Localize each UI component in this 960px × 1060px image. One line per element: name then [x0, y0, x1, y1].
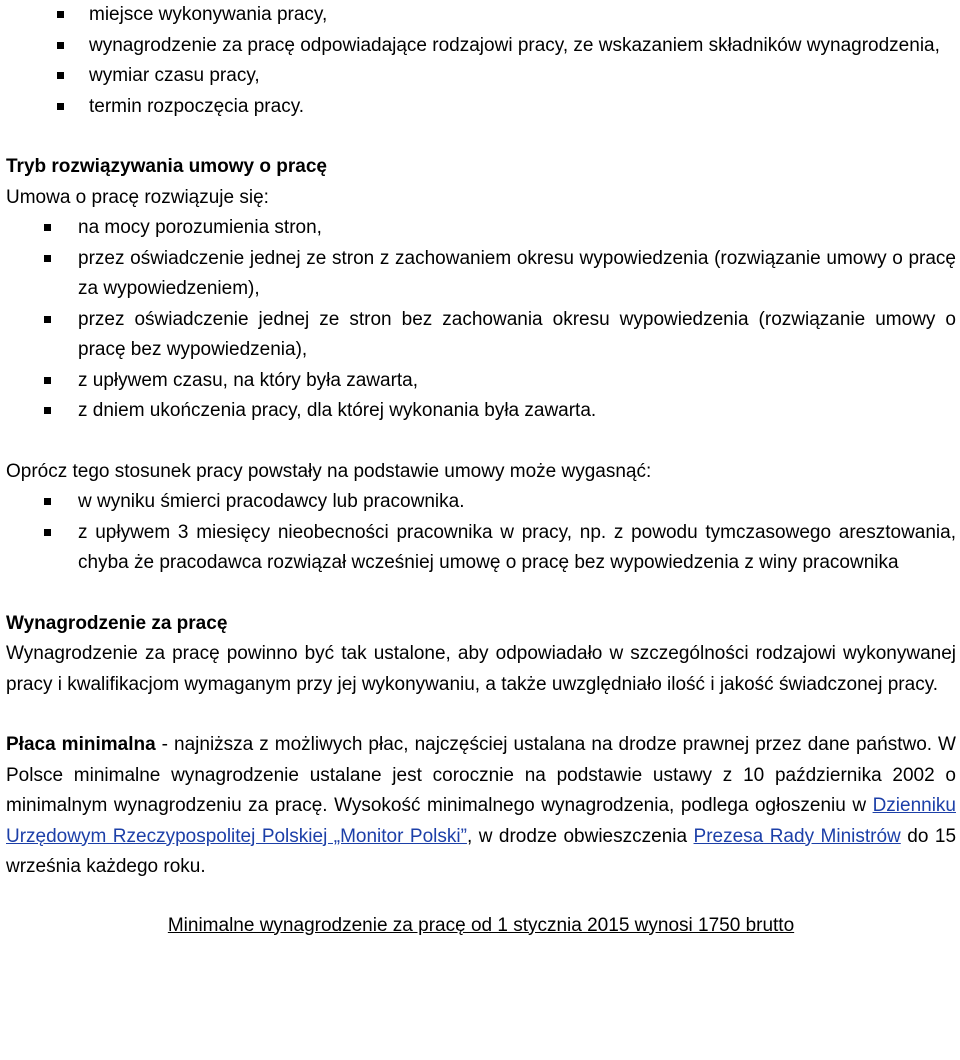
list-item: z dniem ukończenia pracy, dla której wykonania była zawarta.: [6, 396, 956, 427]
expiry-list: [6, 487, 956, 579]
square-bullet-icon: [57, 11, 64, 18]
termination-intro: Umowa o pracę rozwiązuje się:: [6, 186, 269, 208]
list-item: w wyniku śmierci pracodawcy lub pracownika.: [6, 487, 956, 518]
square-bullet-icon: [44, 224, 51, 231]
square-bullet-icon: [57, 42, 64, 49]
salary-heading: Wynagrodzenie za pracę: [6, 612, 228, 634]
termination-heading: Tryb rozwiązywania umowy o pracę: [6, 156, 327, 177]
square-bullet-icon: [44, 529, 51, 536]
square-bullet-icon: [44, 255, 51, 262]
expiry-intro: Oprócz tego stosunek pracy powstały na podstawie umowy może wygasnąć:: [6, 460, 652, 482]
salary-paragraph: Wynagrodzenie za pracę powinno być tak ustalone, aby odpowiadało w szczególności rodzajowi wykonywanej pracy i kwalifikacjom wymaganym przy jej wykonywaniu, a także uwzględniało ilość i jakość świadczonej pracy.: [6, 643, 956, 695]
square-bullet-icon: [44, 407, 51, 414]
list-item: przez oświadczenie jednej ze stron z zachowaniem okresu wypowiedzenia (rozwiązanie umowy o pracę za wypowiedzeniem),: [6, 244, 956, 305]
list-item: z upływem 3 miesięcy nieobecności pracownika w pracy, np. z powodu tymczasowego aresztowania, chyba że pracodawca rozwiązał wcześniej umowę o pracę bez wypowiedzenia z winy pracownika: [6, 518, 956, 579]
list-item: termin rozpoczęcia pracy.: [6, 92, 956, 123]
list-item: wymiar czasu pracy,: [6, 61, 956, 92]
square-bullet-icon: [57, 103, 64, 110]
list-item: z upływem czasu, na który była zawarta,: [6, 366, 956, 397]
square-bullet-icon: [44, 316, 51, 323]
square-bullet-icon: [44, 377, 51, 384]
list-item: na mocy porozumienia stron,: [6, 213, 956, 244]
square-bullet-icon: [44, 498, 51, 505]
employment-contract-elements-list: [6, 0, 956, 122]
prime-minister-link[interactable]: Prezesa Rady Ministrów: [693, 825, 901, 847]
list-item: wynagrodzenie za pracę odpowiadające rodzajowi pracy, ze wskazaniem składników wynagrodzenia,: [6, 31, 956, 62]
minimum-wage-term: Płaca minimalna: [6, 734, 156, 755]
monitor-polski-link[interactable]: Dzienniku Urzędowym Rzeczypospolitej Polskiej „Monitor Polski”: [6, 795, 956, 847]
minimum-wage-2015-note: Minimalne wynagrodzenie za pracę od 1 stycznia 2015 wynosi 1750 brutto: [167, 914, 795, 936]
list-item: przez oświadczenie jednej ze stron bez zachowania okresu wypowiedzenia (rozwiązanie umowy o pracę bez wypowiedzenia),: [6, 305, 956, 366]
list-item: miejsce wykonywania pracy,: [6, 0, 956, 31]
square-bullet-icon: [57, 72, 64, 79]
termination-modes-list: [6, 213, 956, 427]
minimum-wage-paragraph: Płaca minimalna - najniższa z możliwych płac, najczęściej ustalana na drodze prawnej przez dane państwo. W Polsce minimalne wynagrodzenie ustalane jest corocznie na podstawie ustawy z 10 października 2002 o minimalnym wynagrodzeniu za pracę. Wysokość minimalnego wynagrodzenia, podlega ogłoszeniu w Dzienniku Urzędowym Rzeczypospolitej Polskiej „Monitor Polski”, w drodze obwieszczenia Prezesa Rady Ministrów do 15 września każdego roku.: [6, 734, 957, 877]
